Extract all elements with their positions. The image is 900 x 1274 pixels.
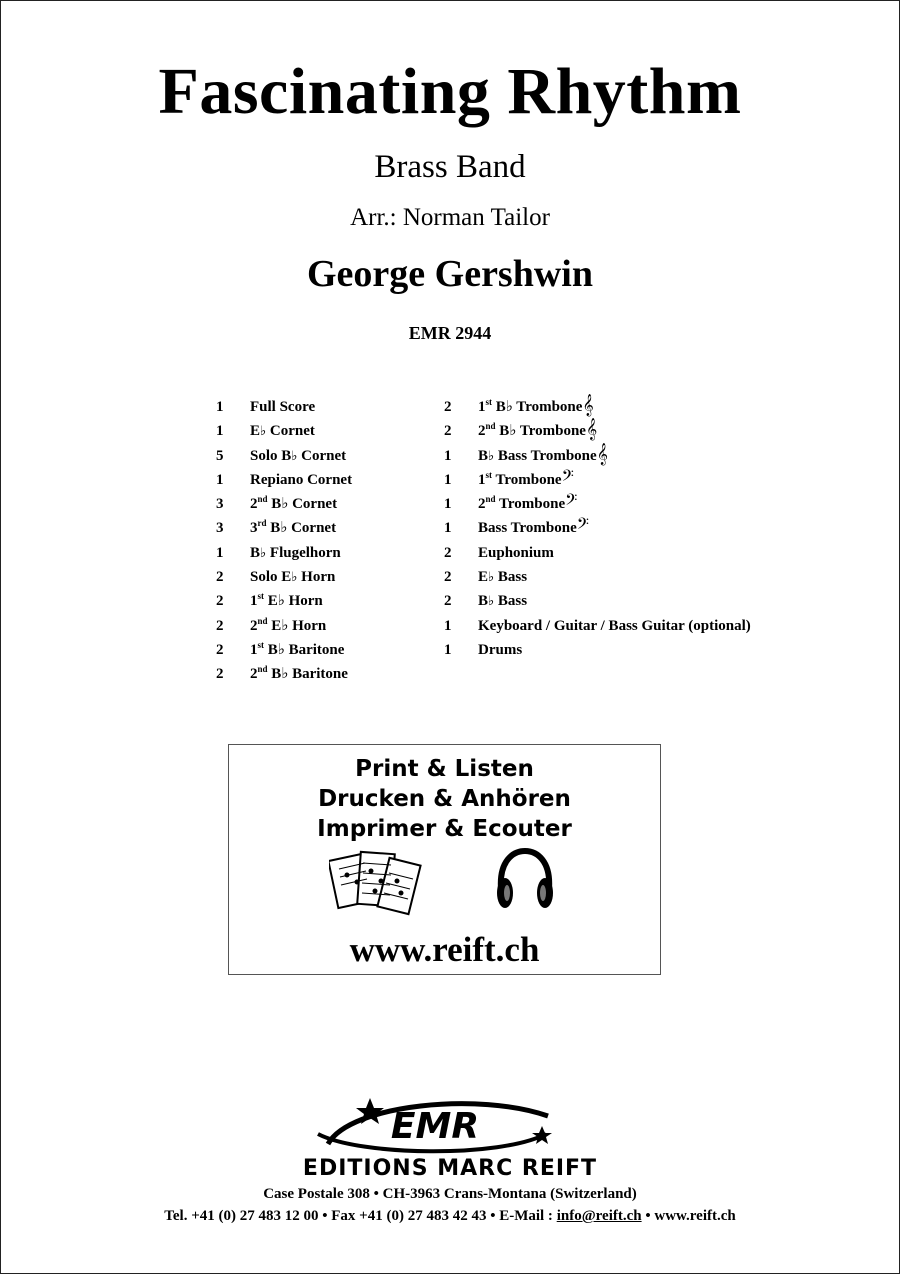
part-row <box>216 614 352 638</box>
part-quantity: 2 <box>216 666 224 683</box>
part-name: Euphonium <box>478 544 554 561</box>
part-quantity: 3 <box>216 520 224 537</box>
arranger-credit: Arr.: Norman Tailor <box>350 204 550 231</box>
part-row <box>444 516 751 540</box>
parts-list-right <box>444 395 751 662</box>
part-row <box>216 444 352 468</box>
part-name: 1st E♭ Horn <box>250 591 323 610</box>
promo-line-french: Imprimer & Ecouter <box>317 816 572 842</box>
part-row <box>216 662 352 686</box>
part-row <box>444 444 751 468</box>
part-quantity: 1 <box>444 496 452 513</box>
part-quantity: 1 <box>444 520 452 537</box>
part-quantity: 5 <box>216 447 224 464</box>
part-row <box>444 468 751 492</box>
part-quantity: 1 <box>444 617 452 634</box>
part-name: 2nd Trombone𝄢 <box>478 492 578 514</box>
part-row <box>216 589 352 613</box>
part-quantity: 2 <box>216 569 224 586</box>
part-quantity: 1 <box>216 399 224 415</box>
part-quantity: 1 <box>216 544 224 561</box>
part-quantity: 2 <box>444 399 452 415</box>
part-row <box>444 614 751 638</box>
part-quantity: 1 <box>444 447 452 464</box>
print-listen-box[interactable] <box>228 744 661 975</box>
part-quantity: 1 <box>216 423 224 440</box>
part-row <box>444 395 751 419</box>
part-quantity: 1 <box>444 641 452 658</box>
part-quantity: 1 <box>444 471 452 488</box>
part-name: 2nd B♭ Trombone𝄞 <box>478 419 598 441</box>
clef-icon: 𝄞 <box>585 419 598 441</box>
promo-line-german: Drucken & Anhören <box>318 786 571 812</box>
part-row <box>444 638 751 662</box>
emr-logo-text: EMR <box>390 1106 480 1147</box>
part-name: Solo E♭ Horn <box>250 569 336 586</box>
part-name: E♭ Cornet <box>250 423 315 440</box>
part-row <box>216 492 352 516</box>
part-row <box>216 565 352 589</box>
sheet-music-icon <box>329 849 423 923</box>
part-quantity: 2 <box>444 423 452 440</box>
clef-icon: 𝄢 <box>576 516 589 538</box>
part-row <box>444 419 751 443</box>
part-row <box>216 468 352 492</box>
part-name: E♭ Bass <box>478 569 528 586</box>
composer-name: George Gershwin <box>306 253 593 295</box>
clef-icon: 𝄞 <box>596 443 608 465</box>
part-name: 2nd E♭ Horn <box>250 615 327 634</box>
part-name: Keyboard / Guitar / Bass Guitar (optional) <box>478 617 751 634</box>
part-name: 3rd B♭ Cornet <box>250 518 337 537</box>
part-row <box>216 419 352 443</box>
part-name: 1st B♭ Trombone𝄞 <box>478 395 594 416</box>
part-row <box>444 565 751 589</box>
contact-phone-fax: Tel. +41 (0) 27 483 12 00 • Fax +41 (0) 27 483 42 43 • E-Mail : <box>164 1208 557 1224</box>
part-row <box>216 516 352 540</box>
promo-website-link[interactable]: www.reift.ch <box>349 930 540 969</box>
part-quantity: 2 <box>216 593 224 610</box>
ensemble-subtitle: Brass Band <box>374 149 526 185</box>
publisher-contact <box>0 1207 900 1225</box>
parts-list-left <box>216 395 352 687</box>
part-name: 2nd B♭ Baritone <box>250 664 348 683</box>
part-quantity: 2 <box>444 569 452 586</box>
part-row <box>444 589 751 613</box>
part-row <box>216 395 352 419</box>
part-row <box>444 492 751 516</box>
clef-icon: 𝄞 <box>582 395 594 416</box>
part-name: B♭ Flugelhorn <box>250 544 341 561</box>
part-quantity: 2 <box>444 593 452 610</box>
part-name: Bass Trombone𝄢 <box>478 516 589 538</box>
part-quantity: 2 <box>444 544 452 561</box>
publisher-name: EDITIONS MARC REIFT <box>302 1156 598 1181</box>
part-name: 1st B♭ Baritone <box>250 639 345 658</box>
part-row <box>444 541 751 565</box>
part-row <box>216 638 352 662</box>
promo-line-english: Print & Listen <box>355 756 534 782</box>
part-name: Drums <box>478 641 523 658</box>
email-link[interactable]: info@reift.ch <box>556 1208 642 1224</box>
part-name: 1st Trombone𝄢 <box>478 467 574 489</box>
publisher-address: Case Postale 308 • CH-3963 Crans-Montana (Switzerland) <box>263 1186 637 1202</box>
part-quantity: 1 <box>216 471 224 488</box>
part-quantity: 2 <box>216 641 224 658</box>
emr-logo-icon <box>310 1094 560 1156</box>
part-quantity: 2 <box>216 617 224 634</box>
part-name: Repiano Cornet <box>250 471 353 488</box>
part-name: B♭ Bass Trombone𝄞 <box>478 443 608 465</box>
part-name: Full Score <box>250 399 316 415</box>
part-name: Solo B♭ Cornet <box>250 447 347 464</box>
part-quantity: 3 <box>216 496 224 513</box>
part-row <box>216 541 352 565</box>
part-name: B♭ Bass <box>478 593 528 610</box>
clef-icon: 𝄢 <box>565 492 578 514</box>
headphones-icon <box>493 845 557 915</box>
catalog-number: EMR 2944 <box>408 323 492 343</box>
score-title: Fascinating Rhythm <box>158 55 742 128</box>
contact-website[interactable]: • www.reift.ch <box>641 1208 736 1224</box>
clef-icon: 𝄢 <box>561 467 574 489</box>
part-name: 2nd B♭ Cornet <box>250 494 338 513</box>
